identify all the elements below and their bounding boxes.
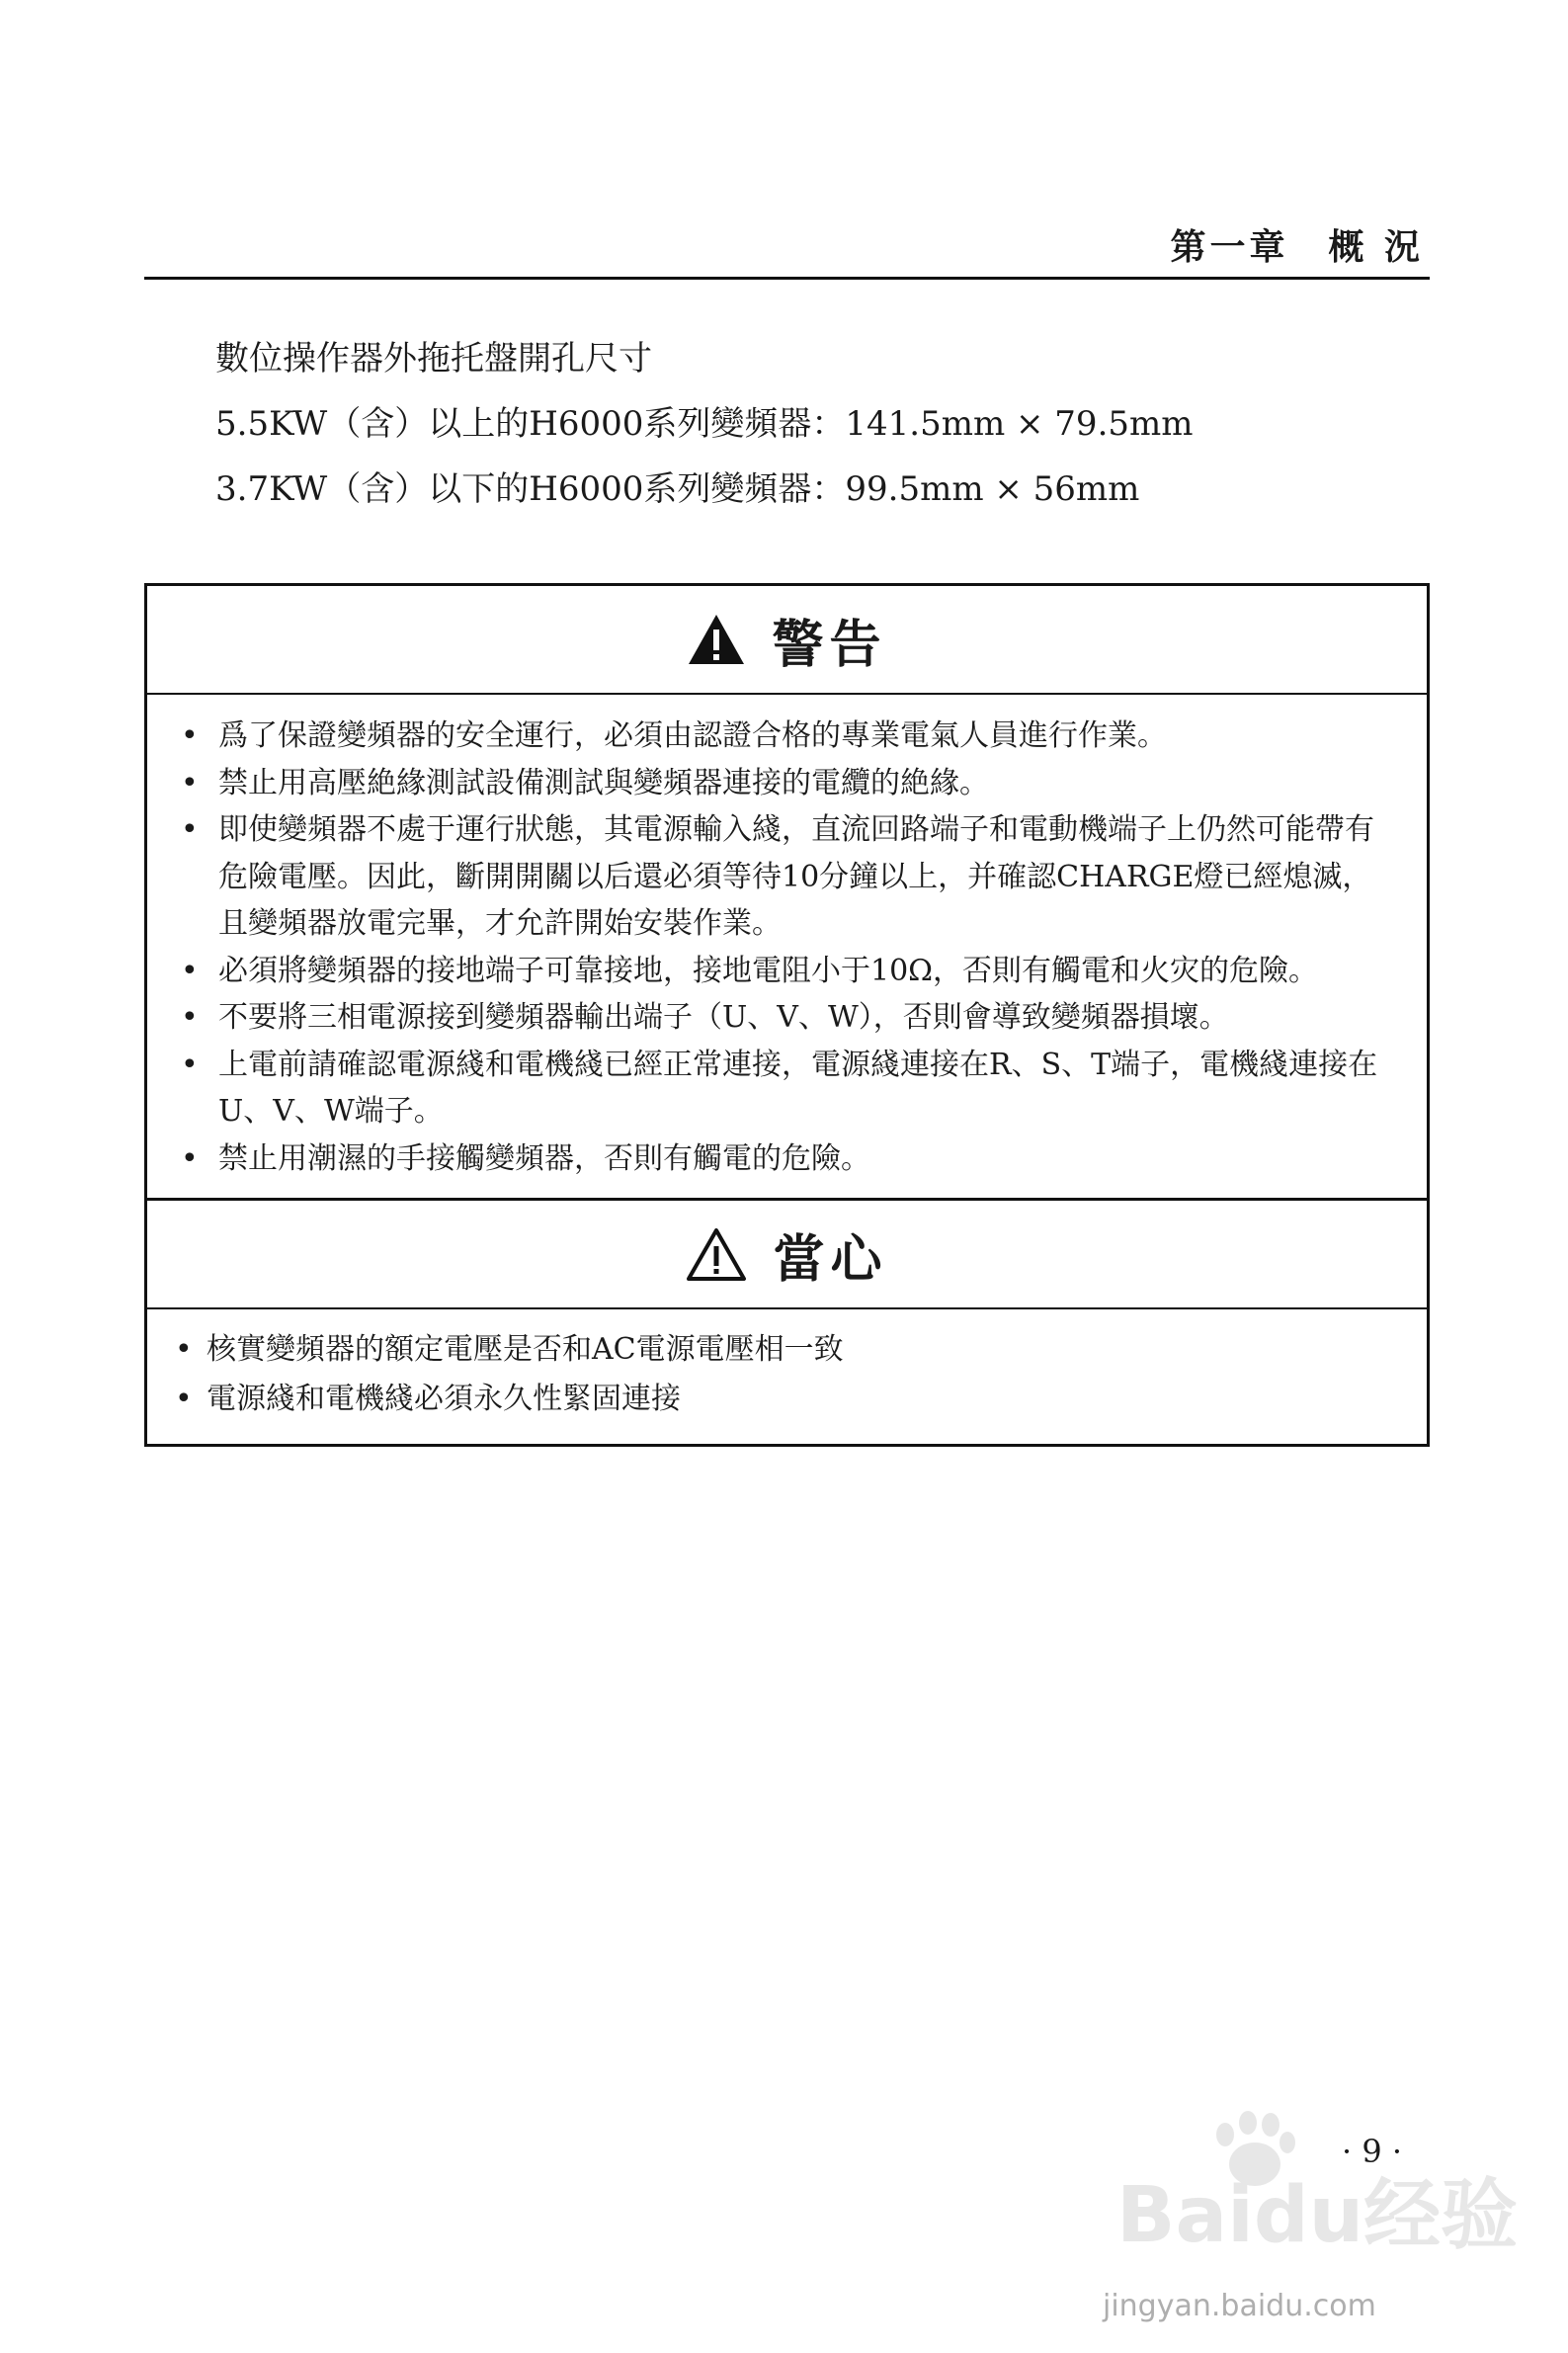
page-number: · 9 · [1342, 2133, 1403, 2170]
warning-item: • 禁止用高壓絶緣測試設備測試與變頻器連接的電纜的絶緣。 [177, 760, 1397, 807]
caution-header [147, 1201, 1427, 1309]
caution-list [171, 1325, 1403, 1424]
warning-header [147, 586, 1427, 695]
warning-item: • 上電前請確認電源綫和電機綫已經正常連接，電源綫連接在R、S、T端子，電機綫連接在U、V、W端子。 [177, 1042, 1397, 1135]
warning-list [177, 713, 1397, 1182]
watermark-brand: Baidu经验 [1116, 2171, 1519, 2260]
header-rule [144, 277, 1430, 280]
intro-section [215, 326, 1401, 522]
caution-label: 當心 [773, 1228, 888, 1290]
caution-item: • 核實變頻器的額定電壓是否和AC電源電壓相一致 [171, 1325, 1403, 1375]
warning-item: • 禁止用潮濕的手接觸變頻器，否則有觸電的危險。 [177, 1135, 1397, 1183]
intro-line-large-models: 5.5KW（含）以上的H6000系列變頻器：141.5mm × 79.5mm [215, 404, 1194, 444]
intro-line-small-models: 3.7KW（含）以下的H6000系列變頻器：99.5mm × 56mm [215, 469, 1140, 509]
baidu-watermark-icon [1107, 2103, 1519, 2301]
warning-filled-triangle-icon [687, 613, 746, 666]
intro-title: 數位操作器外拖托盤開孔尺寸 [215, 339, 652, 378]
warning-item: • 爲了保證變頻器的安全運行，必須由認證合格的專業電氣人員進行作業。 [177, 713, 1397, 760]
chapter-title: 第一章 概 況 [1170, 226, 1424, 268]
warning-item: • 不要將三相電源接到變頻器輸出端子（U、V、W），否則會導致變頻器損壞。 [177, 994, 1397, 1042]
caution-item: • 電源綫和電機綫必須永久性緊固連接 [171, 1375, 1403, 1424]
watermark-url: jingyan.baidu.com [1103, 2289, 1376, 2323]
warning-label: 警告 [772, 614, 887, 675]
notice-box [144, 583, 1430, 1447]
warning-item: • 必須將變頻器的接地端子可靠接地，接地電阻小于10Ω，否則有觸電和火灾的危險。 [177, 948, 1397, 995]
warning-item: • 即使變頻器不處于運行狀態，其電源輸入綫，直流回路端子和電動機端子上仍然可能帶有危險電壓。因此，斷開開關以后還必須等待10分鐘以上，并確認CHARGE燈已經熄滅，且變頻器放電完畢，才允許開始安裝作業。 [177, 806, 1397, 948]
caution-body [147, 1309, 1427, 1444]
caution-outline-triangle-icon [686, 1226, 747, 1282]
warning-body [147, 695, 1427, 1201]
